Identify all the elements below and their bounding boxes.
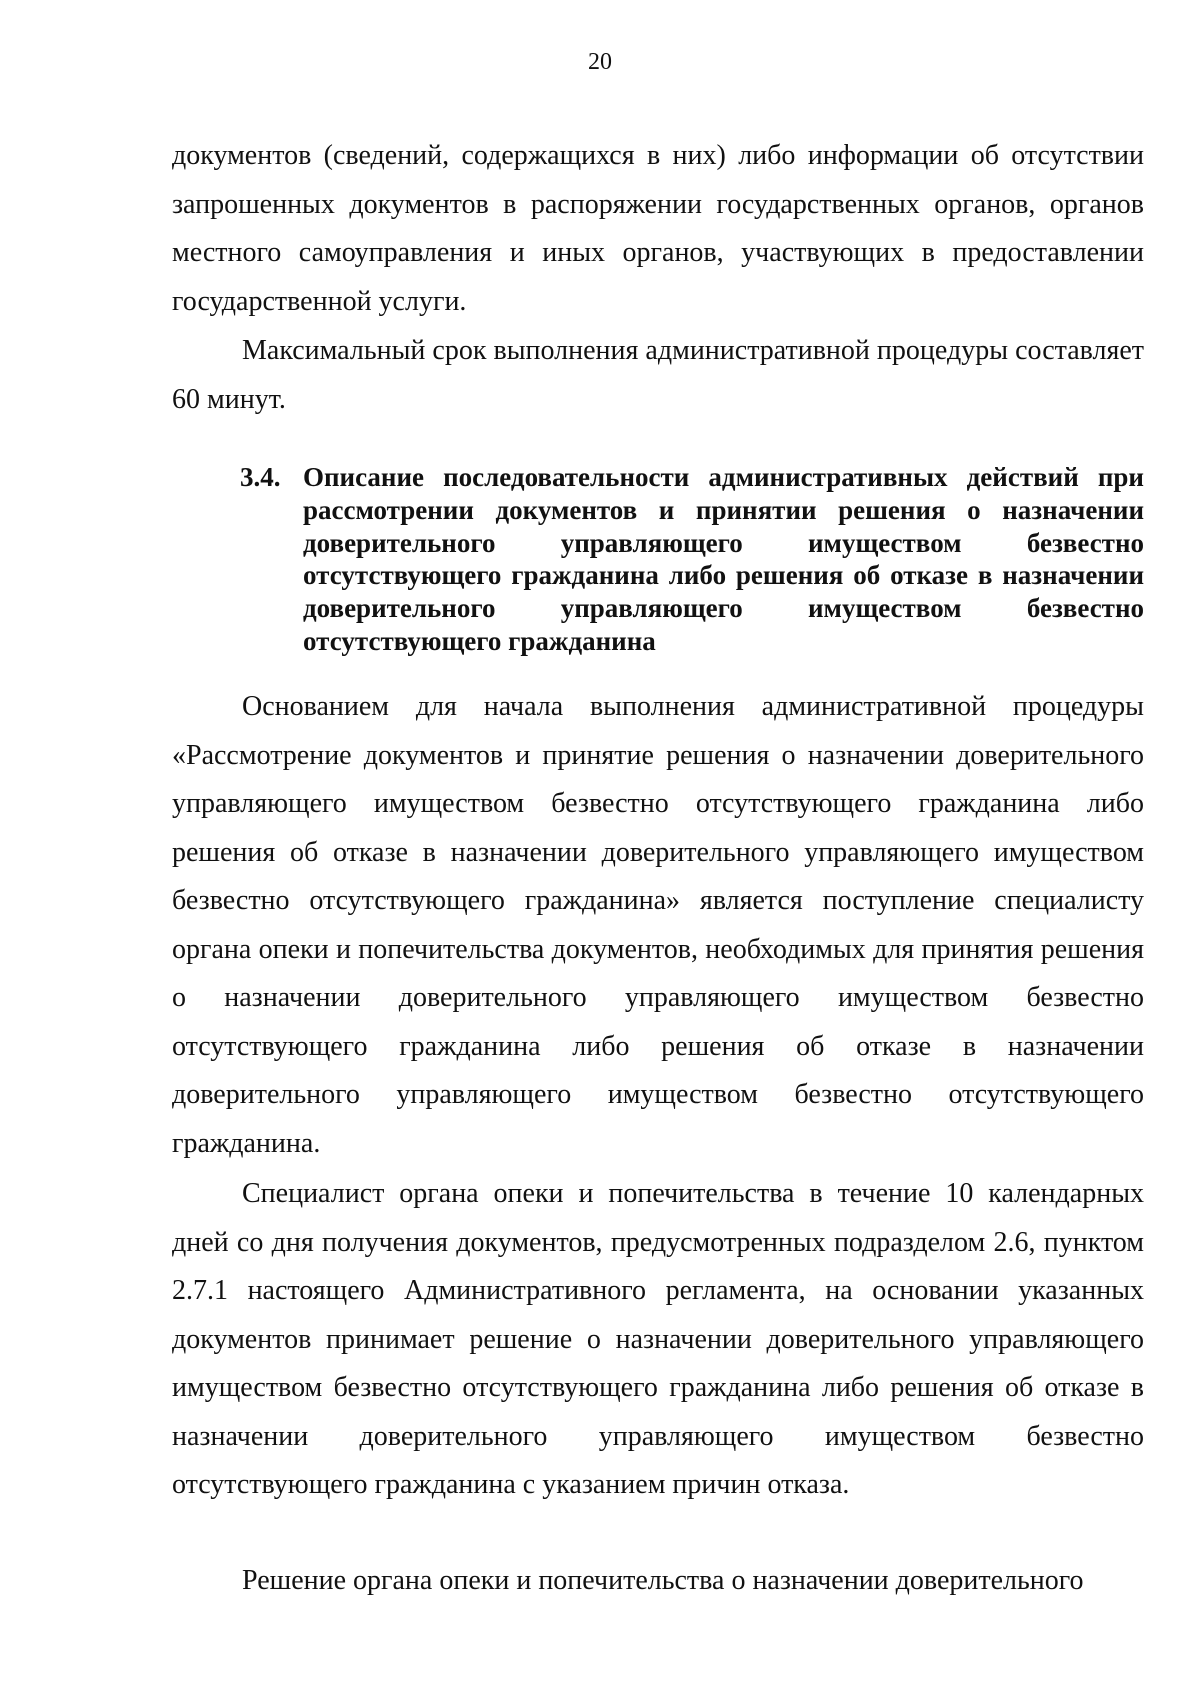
section-number: 3.4.: [240, 462, 281, 492]
paragraph-basis: Основанием для начала выполнения административной процедуры «Рассмотрение документов и принятие решения о назначении доверительного управляющего имуществом безвестно отсутствующего гражданина либо решения об отказе в назначении доверительного управляющего имуществом безвестно отсутствующего гражданина» является поступление специалисту органа опеки и попечительства документов, необходимых для принятия решения о назначении доверительного управляющего имуществом безвестно отсутствующего гражданина либо решения об отказе в назначении доверительного управляющего имуществом безвестно отсутствующего гражданина.: [172, 691, 1144, 1159]
paragraph-specialist: Специалист органа опеки и попечительства в течение 10 календарных дней со дня получения документов, предусмотренных подразделом 2.6, пунктом 2.7.1 настоящего Административного регламента, на основании указанных документов принимает решение о назначении доверительного управляющего имуществом безвестно отсутствующего гражданина либо решения об отказе в назначении доверительного управляющего имуществом безвестно отсутствующего гражданина с указанием причин отказа.: [172, 1178, 1144, 1500]
section-title: Описание последовательности административных действий при рассмотрении документов и принятии решения о назначении доверительного управляющего имуществом безвестно отсутствующего гражданина либо решения об отказе в назначении доверительного управляющего имуществом безвестно отсутствующего гражданина: [303, 462, 1144, 656]
section-heading: [240, 461, 1144, 658]
paragraph-continuation: документов (сведений, содержащихся в них) либо информации об отсутствии запрошенных документов в распоряжении государственных органов, органов местного самоуправления и иных органов, участвующих в предоставлении государственной услуги.: [172, 140, 1144, 317]
paragraph-decision: Решение органа опеки и попечительства о назначении доверительного: [242, 1565, 1084, 1596]
paragraph-max-time: Максимальный срок выполнения административной процедуры составляет 60 минут.: [172, 335, 1144, 415]
page-number: 20: [588, 49, 612, 75]
